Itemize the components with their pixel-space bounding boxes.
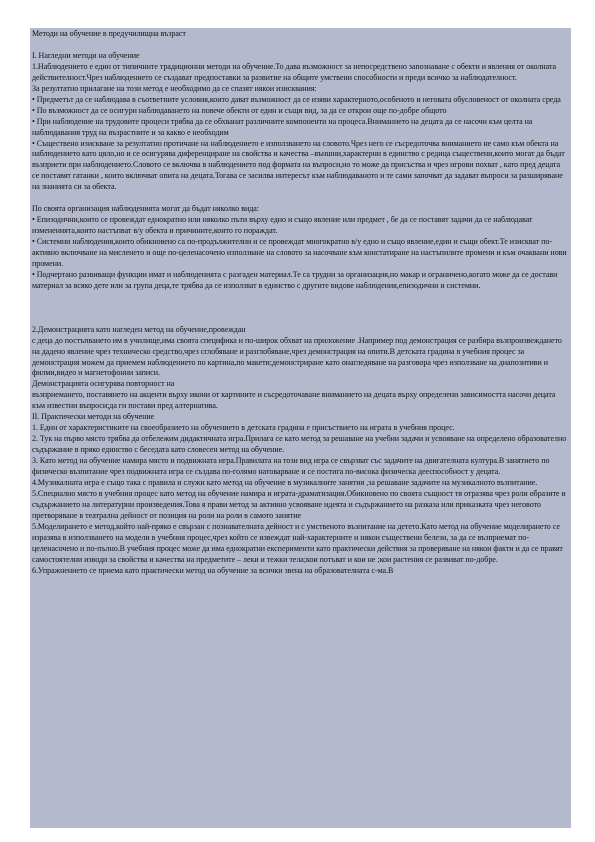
paragraph: • Съществено изискване за резултатно протичане на наблюдението е използването на словото.Чрез него се съсредоточва вниманието не само към обекта на наблюдението като цяло,но и се осигурява диференциране на свойства и качества –външни,характерни в единство с редица съществени,които могат да бъдат възприети при наблюдението.Словото се включва в наблюдението под формата на въпроси,но то може да присъства и чрез игрови похват , като пред децата се поставят гатанки , които включват опита на децата.Тогава се засилва интересът към наблюдаваното и те сами започват да задават въпроси за разширяване на знанията си за обекта. — [32, 138, 565, 192]
paragraph: • Системни наблюдения,които обикновено са по-продължителни и се провеждат многократно в/у едно и също явление,един и същи обект.Те изискват по-активно включване на мисленето и още по-целенасочено използване на словото за насочване към констатиране на настъпилите промени и към очаквани нови промени. — [32, 237, 567, 268]
paragraph: • Епизодични,които се провеждат еднократно или няколко пъти върху едно и също явление или предмет , бе да се поставят задачи да се наблюдават измененията,които настъпват в/у обекта и причините,които го пораждат. — [32, 215, 533, 236]
paragraph: 5.Моделирането е метод,който най-пряко е свързан с познавателната дейност и с умственото възпитание на детето.Като метод на обучение моделирането се изразява в използването на модели в учебния процес,чрез който се извеждат най-характерните и някои съществени белези, за да се възприемат по-целенасочено и по-пълно.В учебния процес може да има еднократни експерименти като практически действия за проверяване на някои факти и да се правят самостоятелни изводи за свойства и качества на предметите – леки и тежки тела;кои потъват и кои не ;кои растения се развиват по-добре. — [32, 521, 563, 564]
paragraph: 1. Един от характеристиките на своеобразието на обучението в детската градина е присъствието на играта в учебния процес. — [32, 423, 455, 433]
document-body — [32, 40, 569, 577]
document-page — [30, 28, 571, 828]
paragraph: II. Практически методи на обучение — [32, 412, 155, 422]
paragraph: 2. Тук на първо място трябва да отбележим дидактичната игра.Прилага се като метод за решаване на учебни задачи и усвояване на определено образователно съдържание в пряко единство с беседата като словесен метод на обучение. — [32, 434, 567, 455]
blank-line — [32, 292, 569, 303]
paragraph: • Предметът да се наблюдава в съответните условия,които дават възможност да се изяви характерното,особеното и неговата обусловеност от околната среда — [32, 94, 561, 104]
blank-line — [32, 193, 569, 204]
paragraph: 1.Наблюдението е един от типичните традиционни методи на обучение.То дава възможност за непосредствено запознаване с обекти и явления от околната действителност.Чрез наблюдението се създават предпоставки за развитие на общите умствени способности и преди всичко за наблюдателност. — [32, 61, 557, 82]
paragraph: с деца до постъпването им в училище,има своята специфика и по-широк обхват на приложение .Например под демонстрация се разбира възпроизвеждането на дадено явление чрез техническо средство,чрез сглобяване и разглобяване,чрез демонстрация на опити.В детската градина в учебния процес за демонстрация можем да приемем наблюдението по картина,по макети;демонстриране като онагледяване на разговора чрез използване на диапозитиви и филми,видео и магнетофонни записи. — [32, 335, 562, 378]
paragraph: • По възможност да се осигури наблюдаването на повече обекти от един и същи вид, за да се открои още по-добре общото — [32, 105, 447, 115]
paragraph: 3. Като метод на обучение намира място и подвижната игра.Правилата на този вид игра се свързват със задачите на двигателната култура.В занятието по физическо възпитание чрез подвижната игра се създава по-голямо натоварване и се постига по-висока физическа дееспособност у децата. — [32, 456, 550, 477]
paragraph: I. Нагледни методи на обучение — [32, 50, 140, 60]
paragraph: Демонстрацията осигурява повторност на — [32, 379, 175, 389]
document-text — [30, 28, 571, 577]
document-title: Методи на обучение в предучилищна възраст — [32, 29, 186, 38]
blank-line — [32, 314, 569, 325]
paragraph: За резултатно прилагане на този метод е необходимо да се спазят някои изисквания: — [32, 83, 317, 93]
paragraph: 2.Демонстрацията като нагледен метод на обучение,провеждан — [32, 324, 246, 334]
blank-line — [32, 303, 569, 314]
paragraph: 6.Упражнението се приема като практически метод на обучение за всички звена на образователната с-ма.В — [32, 565, 394, 575]
paragraph: По своята организация наблюденията могат да бъдат няколко вида: — [32, 204, 259, 214]
paragraph: • При наблюдение на трудовите процеси трябва да се обхванат различните компоненти на процеса.Вниманието на децата да се насочи към целта на наблюдавания труд на възрастните и за какво е необходим — [32, 116, 533, 137]
paragraph: 5.Специално място в учебния процес като метод на обучение намира и играта-драматизация.Обикновено по своята същност тя отразява чрез роли образите и съдържанието на литературни произведения.Това я прави метод за активно усвояване идеята и съдържанието на разказа или приказката чрез неговото претворяване в театрална дейност от позиция на роли на роли в самото занятие — [32, 488, 566, 520]
paragraph: възприемането, поставянето на акценти върху икони от картините и съсредоточаване вниманието на децата върху определени зависимостта насочи децата към известни въпроси;да ги постави пред алтернатива. — [32, 390, 556, 411]
paragraph: • Подчертано развиващи функции имат и наблюденията с разгаден материал.Те са трудни за организация,но макар и ограничено,когато може да се достави материал за всяко дете или за група деца,те трябва да се използват в единство с другите видове наблюдения,епизодични и системни. — [32, 269, 558, 290]
blank-line — [32, 40, 569, 51]
paragraph: 4.Музикалната игра е също така с правила и служи като метод на обучение в музикалните занятия ,за решаване задачите на музикалното възпитание. — [32, 478, 538, 487]
